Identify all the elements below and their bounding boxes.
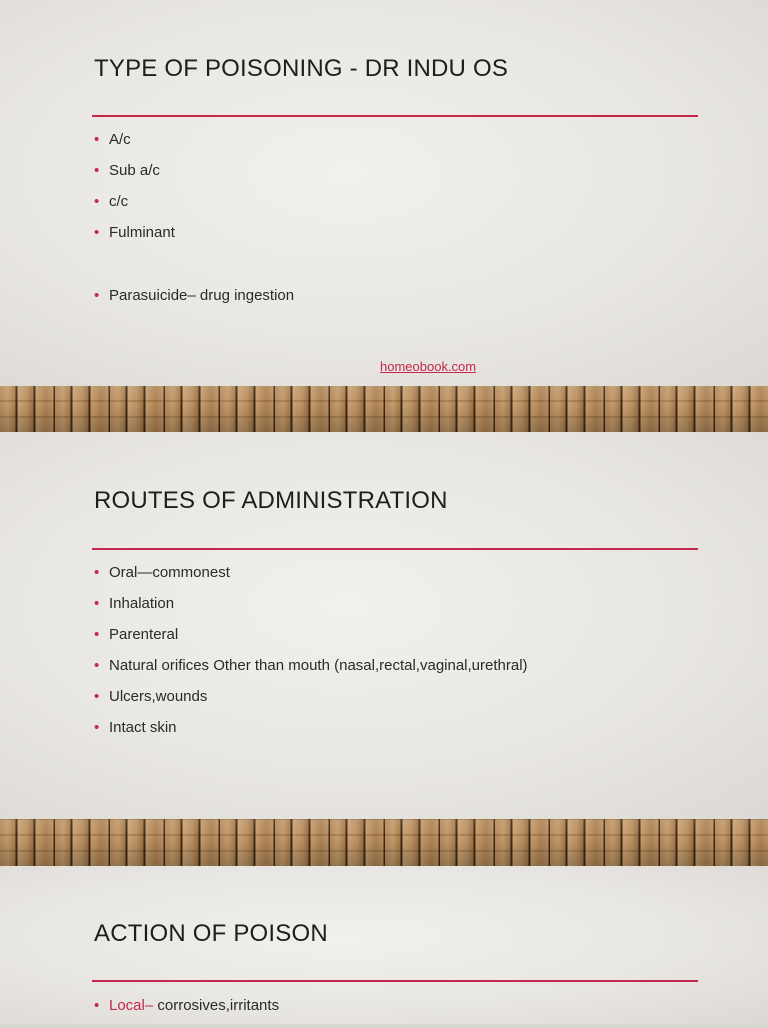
list-item bbox=[94, 657, 528, 688]
list-item-text: Parasuicide– drug ingestion bbox=[109, 287, 295, 304]
bullet-icon: • bbox=[94, 162, 100, 179]
bullet-icon: • bbox=[94, 595, 100, 612]
list-item-text: Sub a/c bbox=[109, 162, 160, 179]
bullet-icon: • bbox=[94, 688, 100, 705]
list-item-text: Natural orifices Other than mouth (nasal,rectal,vaginal,urethral) bbox=[109, 657, 528, 674]
wood-floor-divider bbox=[0, 819, 768, 866]
bullet-list bbox=[94, 564, 528, 750]
slide-1 bbox=[0, 0, 768, 386]
list-item bbox=[94, 287, 294, 318]
bullet-list bbox=[94, 997, 279, 1028]
bullet-icon: • bbox=[94, 657, 100, 674]
bullet-list bbox=[94, 131, 294, 318]
bullet-icon: • bbox=[94, 193, 100, 210]
bullet-icon: • bbox=[94, 997, 100, 1014]
list-item-text: Fulminant bbox=[109, 224, 175, 241]
title-divider bbox=[92, 548, 698, 550]
list-item-text: Oral—commonest bbox=[109, 564, 230, 581]
bullet-icon: • bbox=[94, 564, 100, 581]
list-item-text: c/c bbox=[109, 193, 129, 210]
bullet-icon: • bbox=[94, 131, 100, 148]
wood-floor-divider bbox=[0, 386, 768, 432]
list-item bbox=[94, 564, 528, 595]
list-item-text: Intact skin bbox=[109, 719, 177, 736]
bullet-icon: • bbox=[94, 287, 100, 304]
list-item bbox=[94, 162, 294, 193]
list-item bbox=[94, 224, 294, 255]
bullet-icon: • bbox=[94, 224, 100, 241]
list-item bbox=[94, 997, 279, 1028]
list-item bbox=[94, 595, 528, 626]
list-item bbox=[94, 131, 294, 162]
bullet-icon: • bbox=[94, 719, 100, 736]
slide-title: ROUTES OF ADMINISTRATION bbox=[94, 487, 448, 514]
slide-title: TYPE OF POISONING - DR INDU OS bbox=[94, 55, 509, 82]
slide-3 bbox=[0, 866, 768, 1024]
list-item-text: corrosives,irritants bbox=[157, 997, 280, 1014]
slide-title: ACTION OF POISON bbox=[94, 920, 328, 947]
list-item bbox=[94, 719, 528, 750]
slide-2 bbox=[0, 432, 768, 819]
homeobook-link[interactable]: homeobook.com bbox=[380, 359, 477, 374]
bullet-icon: • bbox=[94, 626, 100, 643]
title-divider bbox=[92, 115, 698, 117]
list-item bbox=[94, 688, 528, 719]
list-item-text: Ulcers,wounds bbox=[109, 688, 208, 705]
title-divider bbox=[92, 980, 698, 982]
list-item-text: Parenteral bbox=[109, 626, 179, 643]
list-item-text: Inhalation bbox=[109, 595, 175, 612]
list-item bbox=[94, 193, 294, 224]
list-item-highlight: Local– bbox=[109, 997, 158, 1014]
list-item bbox=[94, 626, 528, 657]
list-item-text: A/c bbox=[109, 131, 131, 148]
